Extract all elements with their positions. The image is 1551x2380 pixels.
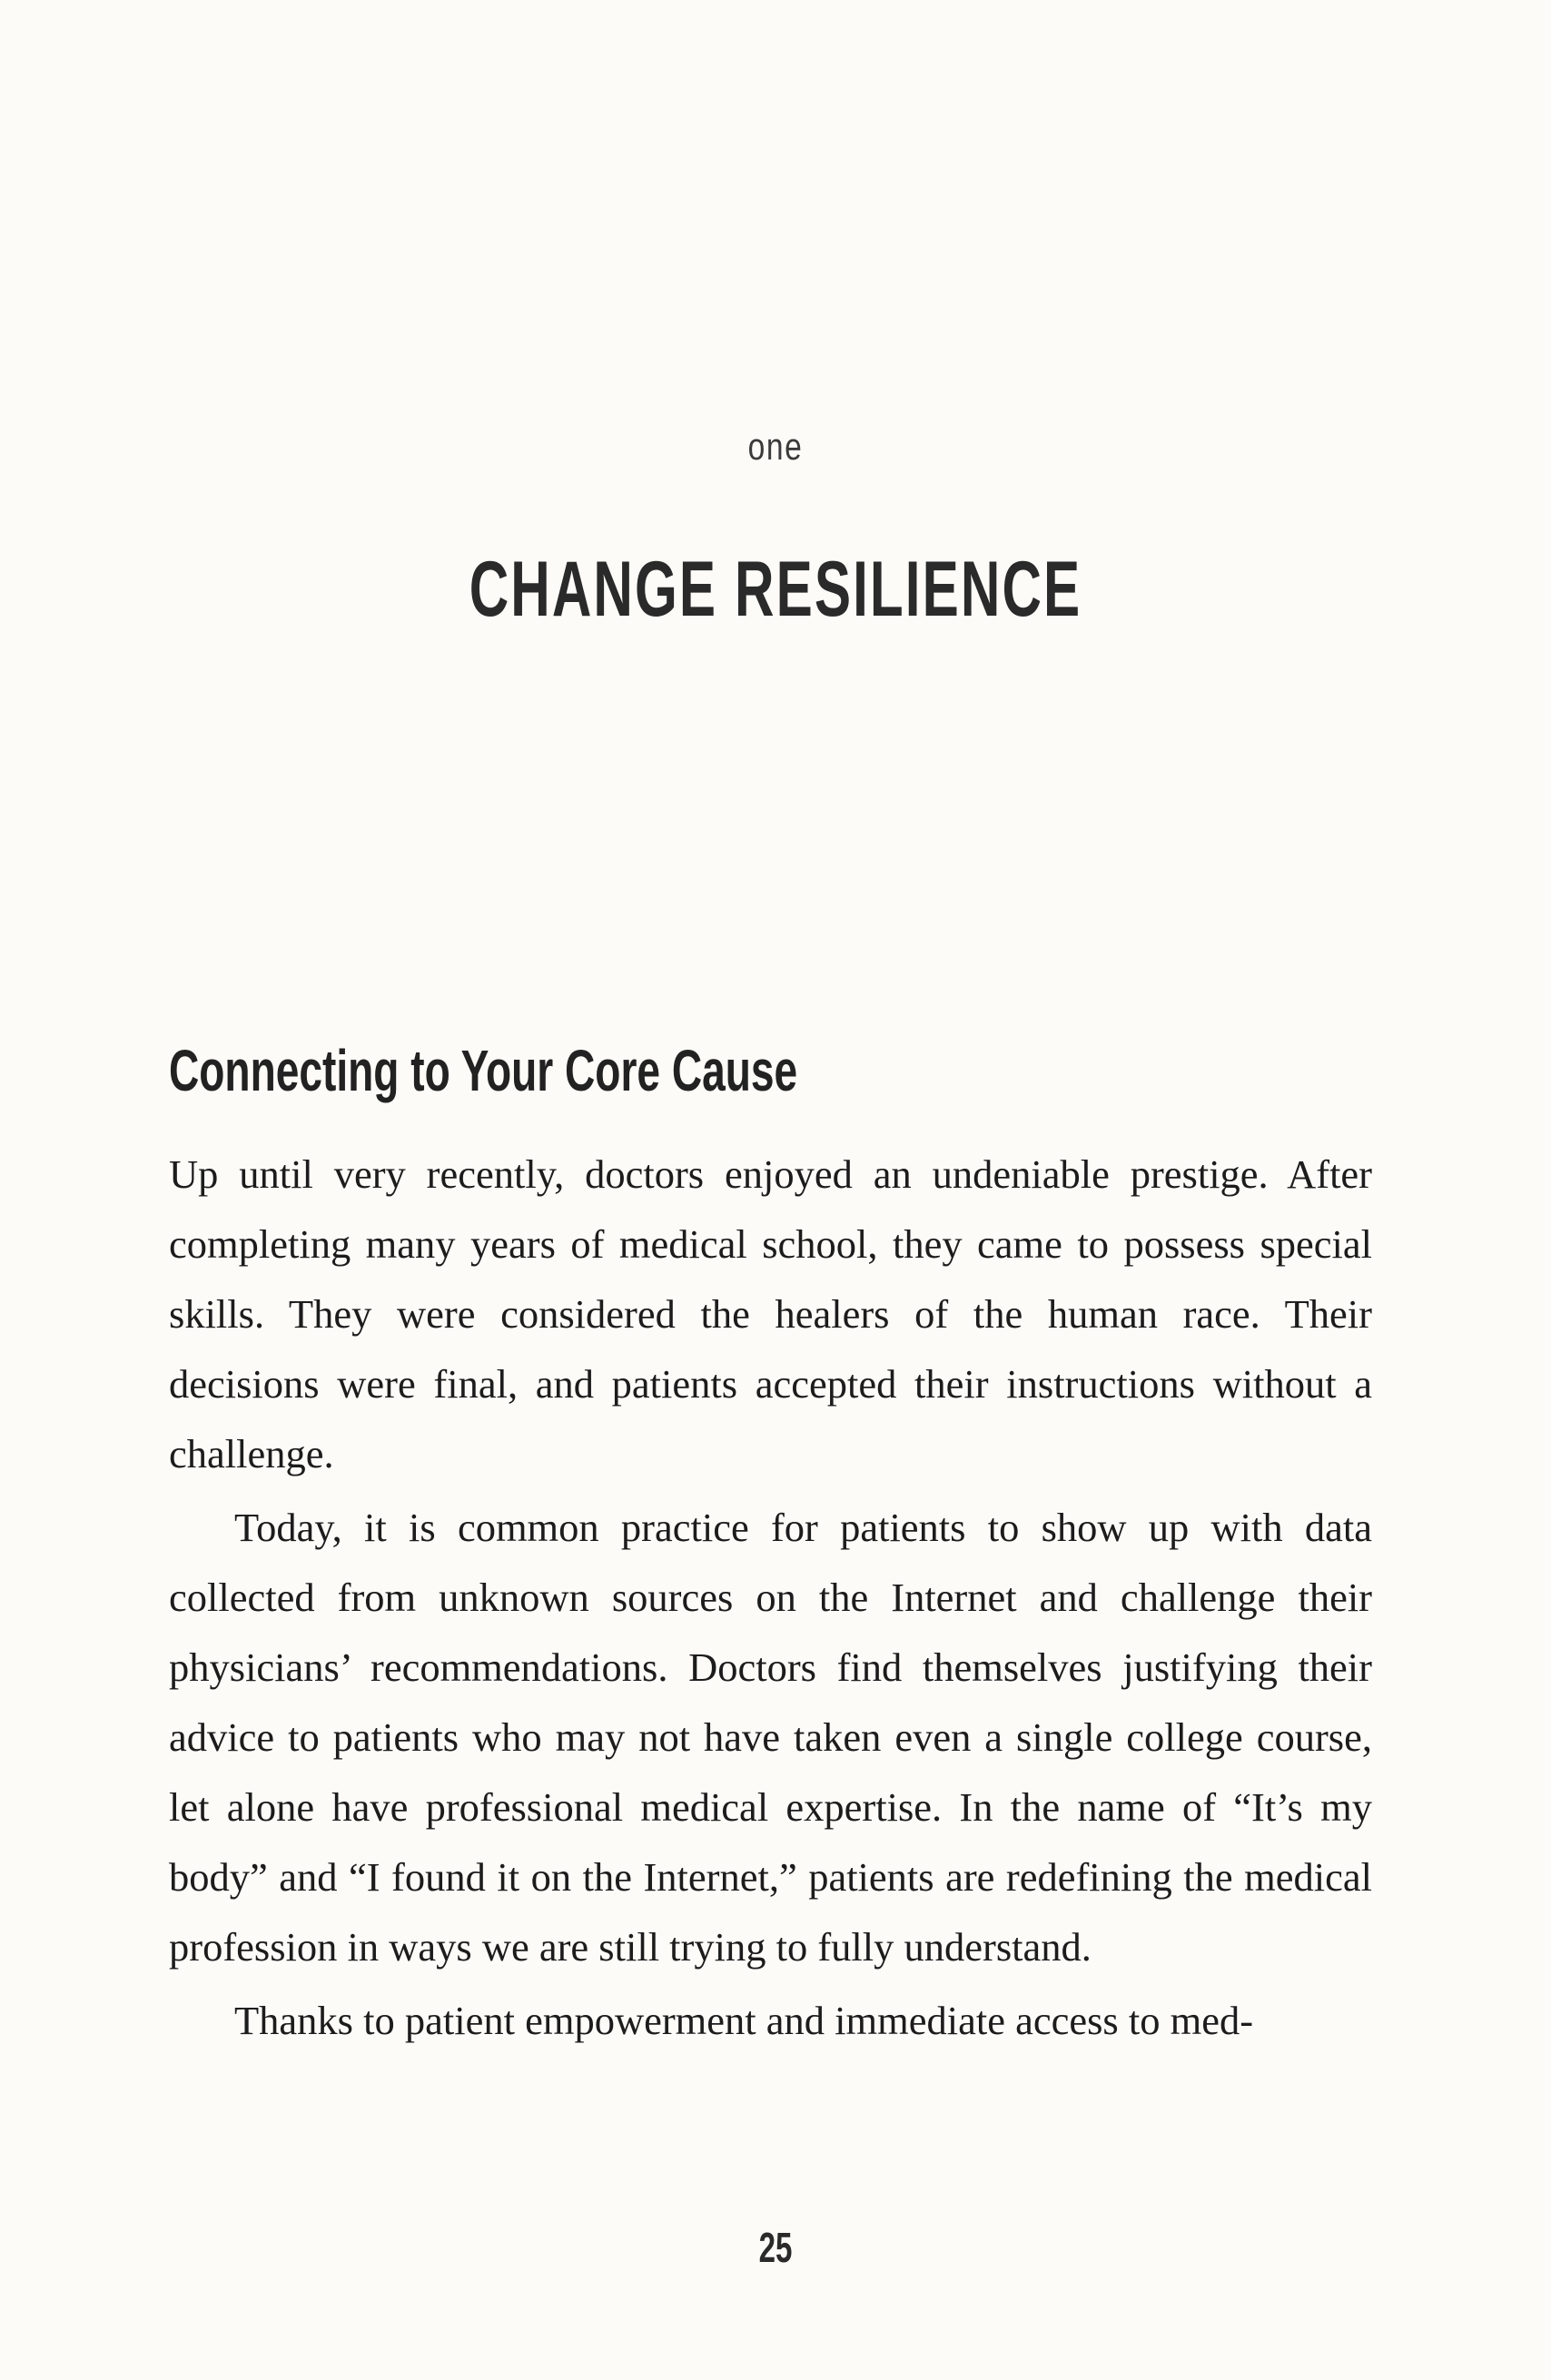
body-text (169, 1140, 1372, 2059)
section-heading: Connecting to Your Core Cause (169, 1038, 798, 1103)
paragraph-3: Thanks to patient empowerment and immediate access to med- (234, 1998, 1254, 2043)
paragraph-2: Today, it is common practice for patients to show up with data collected from unknown sources on the Internet and challenge their physicians’ recommendations. Doctors find themselves justifying their advice to patients who may not have taken even a single college course, let alone have professional medical expertise. In the name of “It’s my body” and “I found it on the Internet,” patients are redefining the medical profession in ways we are still trying to fully understand. (169, 1505, 1372, 1970)
chapter-title: CHANGE RESILIENCE (469, 546, 1082, 633)
chapter-label: one (747, 425, 804, 468)
paragraph-1: Up until very recently, doctors enjoyed an undeniable prestige. After completing many years of medical school, they came to possess special skills. They were considered the healers of the human race. Their decisions were final, and patients accepted their instructions without a challenge. (169, 1151, 1372, 1476)
page-number: 25 (758, 2224, 793, 2271)
